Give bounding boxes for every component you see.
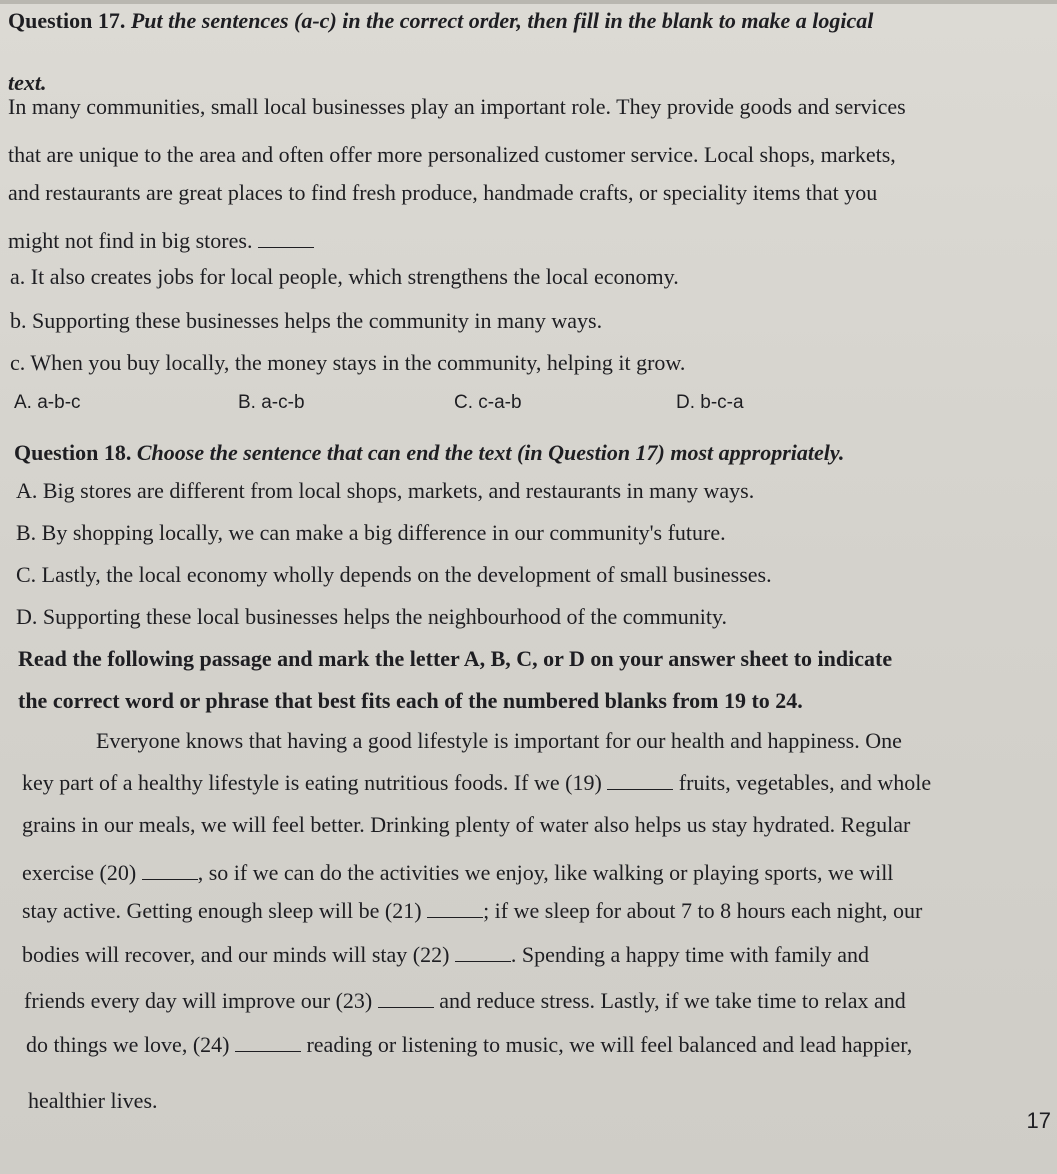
blank-19[interactable] (607, 773, 673, 790)
passage-text: . Spending a happy time with family and (510, 942, 869, 967)
q17-instruction-cont: text. (8, 70, 47, 95)
passage-text: friends every day will improve our (23) (24, 988, 378, 1013)
q17-option-a[interactable]: A. a-b-c (14, 392, 81, 413)
passage-line (26, 1032, 1057, 1058)
q18-heading (14, 440, 1057, 466)
q17-instruction: Put the sentences (a-c) in the correct order, then fill in the blank to make a logical (130, 8, 874, 33)
passage-text: exercise (20) (22, 860, 142, 885)
q17-sentence-b: b. Supporting these businesses helps the community in many ways. (10, 308, 603, 333)
q17-passage-line (8, 228, 1057, 254)
passage-line (24, 988, 1057, 1014)
passage-text: reading or listening to music, we will feel balanced and lead happier, (300, 1032, 913, 1057)
q17-passage-line: In many communities, small local businesses play an important role. They provide goods and services (8, 94, 906, 119)
q17-heading (8, 8, 1057, 34)
passage-text: do things we love, (24) (26, 1032, 235, 1057)
q18-label: Question 18. (14, 440, 132, 465)
blank-20[interactable] (142, 863, 198, 880)
q17-passage-line: and restaurants are great places to find fresh produce, handmade crafts, or speciality items that you (8, 180, 878, 205)
q17-passage-text: might not find in big stores. (8, 228, 253, 253)
blank-23[interactable] (378, 991, 434, 1008)
q18-option-c[interactable]: C. Lastly, the local economy wholly depends on the development of small businesses. (16, 562, 772, 587)
passage-line (22, 898, 1057, 924)
q17-answer-blank[interactable] (258, 231, 314, 248)
reading-instruction-cont: the correct word or phrase that best fits each of the numbered blanks from 19 to 24. (18, 688, 803, 713)
passage-line (22, 942, 1057, 968)
blank-21[interactable] (427, 901, 483, 918)
blank-24[interactable] (235, 1035, 301, 1052)
q18-option-a[interactable]: A. Big stores are different from local shops, markets, and restaurants in many ways. (16, 478, 755, 503)
passage-text: fruits, vegetables, and whole (673, 770, 932, 795)
passage-line: grains in our meals, we will feel better. Drinking plenty of water also helps us stay hydrated. Regular (22, 812, 911, 837)
passage-line: healthier lives. (28, 1088, 158, 1113)
passage-text: and reduce stress. Lastly, if we take time to relax and (433, 988, 906, 1013)
passage-text: bodies will recover, and our minds will stay (22) (22, 942, 455, 967)
passage-text: key part of a healthy lifestyle is eating nutritious foods. If we (19) (22, 770, 608, 795)
q17-option-b[interactable]: B. a-c-b (238, 392, 305, 413)
q17-sentence-a: a. It also creates jobs for local people, which strengthens the local economy. (10, 264, 679, 289)
passage-text: ; if we sleep for about 7 to 8 hours each night, our (483, 898, 923, 923)
q17-passage-line: that are unique to the area and often offer more personalized customer service. Local shops, markets, (8, 142, 896, 167)
blank-22[interactable] (455, 945, 511, 962)
q17-sentence-c: c. When you buy locally, the money stays in the community, helping it grow. (10, 350, 686, 375)
passage-line: Everyone knows that having a good lifestyle is important for our health and happiness. One (96, 728, 902, 753)
reading-instruction: Read the following passage and mark the letter A, B, C, or D on your answer sheet to indicate (18, 646, 893, 671)
q18-instruction: Choose the sentence that can end the text (in Question 17) most appropriately. (136, 440, 845, 465)
passage-line (22, 770, 1057, 796)
q18-option-b[interactable]: B. By shopping locally, we can make a big difference in our community's future. (16, 520, 726, 545)
page-number: 17 (1026, 1108, 1051, 1133)
q17-option-d[interactable]: D. b-c-a (676, 392, 744, 413)
q18-option-d[interactable]: D. Supporting these local businesses helps the neighbourhood of the community. (16, 604, 728, 629)
passage-text: , so if we can do the activities we enjoy, like walking or playing sports, we will (197, 860, 894, 885)
q17-option-c[interactable]: C. c-a-b (454, 392, 522, 413)
passage-line (22, 860, 1057, 886)
passage-text: stay active. Getting enough sleep will be (21) (22, 898, 428, 923)
page-edge (0, 0, 1057, 4)
q17-label: Question 17. (8, 8, 126, 33)
